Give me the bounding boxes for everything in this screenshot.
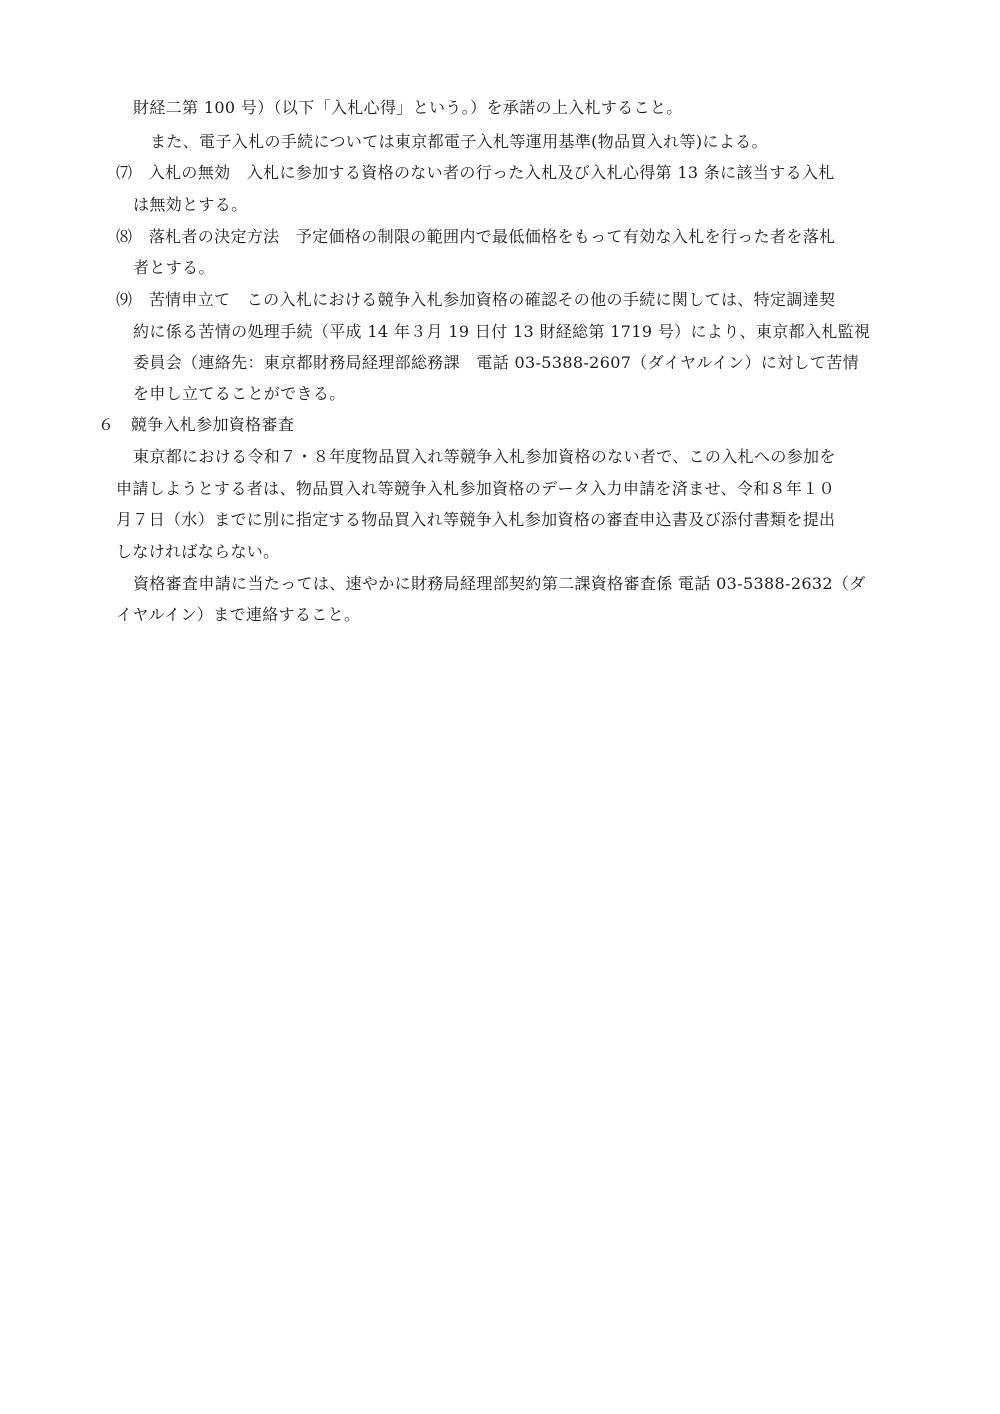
text-line: 東京都における令和７・８年度物品買入れ等競争入札参加資格のない者で、この入札への参加を (133, 447, 836, 466)
text-line: は無効とする。 (133, 195, 248, 214)
text-line: 委員会（連絡先：東京都財務局経理部総務課 電話 03-5388-2607（ダイヤルイン）に対して苦情 (133, 353, 859, 372)
section-6-heading: ６ 競争入札参加資格審査 (98, 415, 295, 434)
text-line: 月７日（水）までに別に指定する物品買入れ等競争入札参加資格の審査申込書及び添付書類を提出 (116, 510, 836, 529)
text-line: 財経二第 100 号）（以下「入札心得」という。）を承諾の上入札すること。 (133, 98, 683, 117)
text-line: 資格審査申請に当たっては、速やかに財務局経理部契約第二課資格審査係 電話 03-5388-2632（ダ (133, 574, 866, 593)
clause-8-heading: ⑻ 落札者の決定方法 予定価格の制限の範囲内で最低価格をもって有効な入札を行った者を落札 (116, 227, 836, 246)
text-line: を申し立てることができる。 (133, 384, 346, 403)
text-line: 約に係る苦情の処理手続（平成 14 年３月 19 日付 13 財経総第 1719 号）により、東京都入札監視 (133, 322, 871, 341)
text-line: しなければならない。 (116, 542, 280, 561)
text-line: 者とする。 (133, 258, 215, 277)
clause-7-heading: ⑺ 入札の無効 入札に参加する資格のない者の行った入札及び入札心得第 13 条に該当する入札 (116, 163, 835, 182)
text-line: イヤルイン）まで連絡すること。 (116, 605, 361, 624)
text-line: また、電子入札の手続については東京都電子入札等運用基準(物品買入れ等)による。 (150, 132, 768, 151)
text-line: 申請しようとする者は、物品買入れ等競争入札参加資格のデータ入力申請を済ませ、令和８年１０ (116, 479, 835, 498)
clause-9-heading: ⑼ 苦情申立て この入札における競争入札参加資格の確認その他の手続に関しては、特定調達契 (116, 290, 836, 309)
